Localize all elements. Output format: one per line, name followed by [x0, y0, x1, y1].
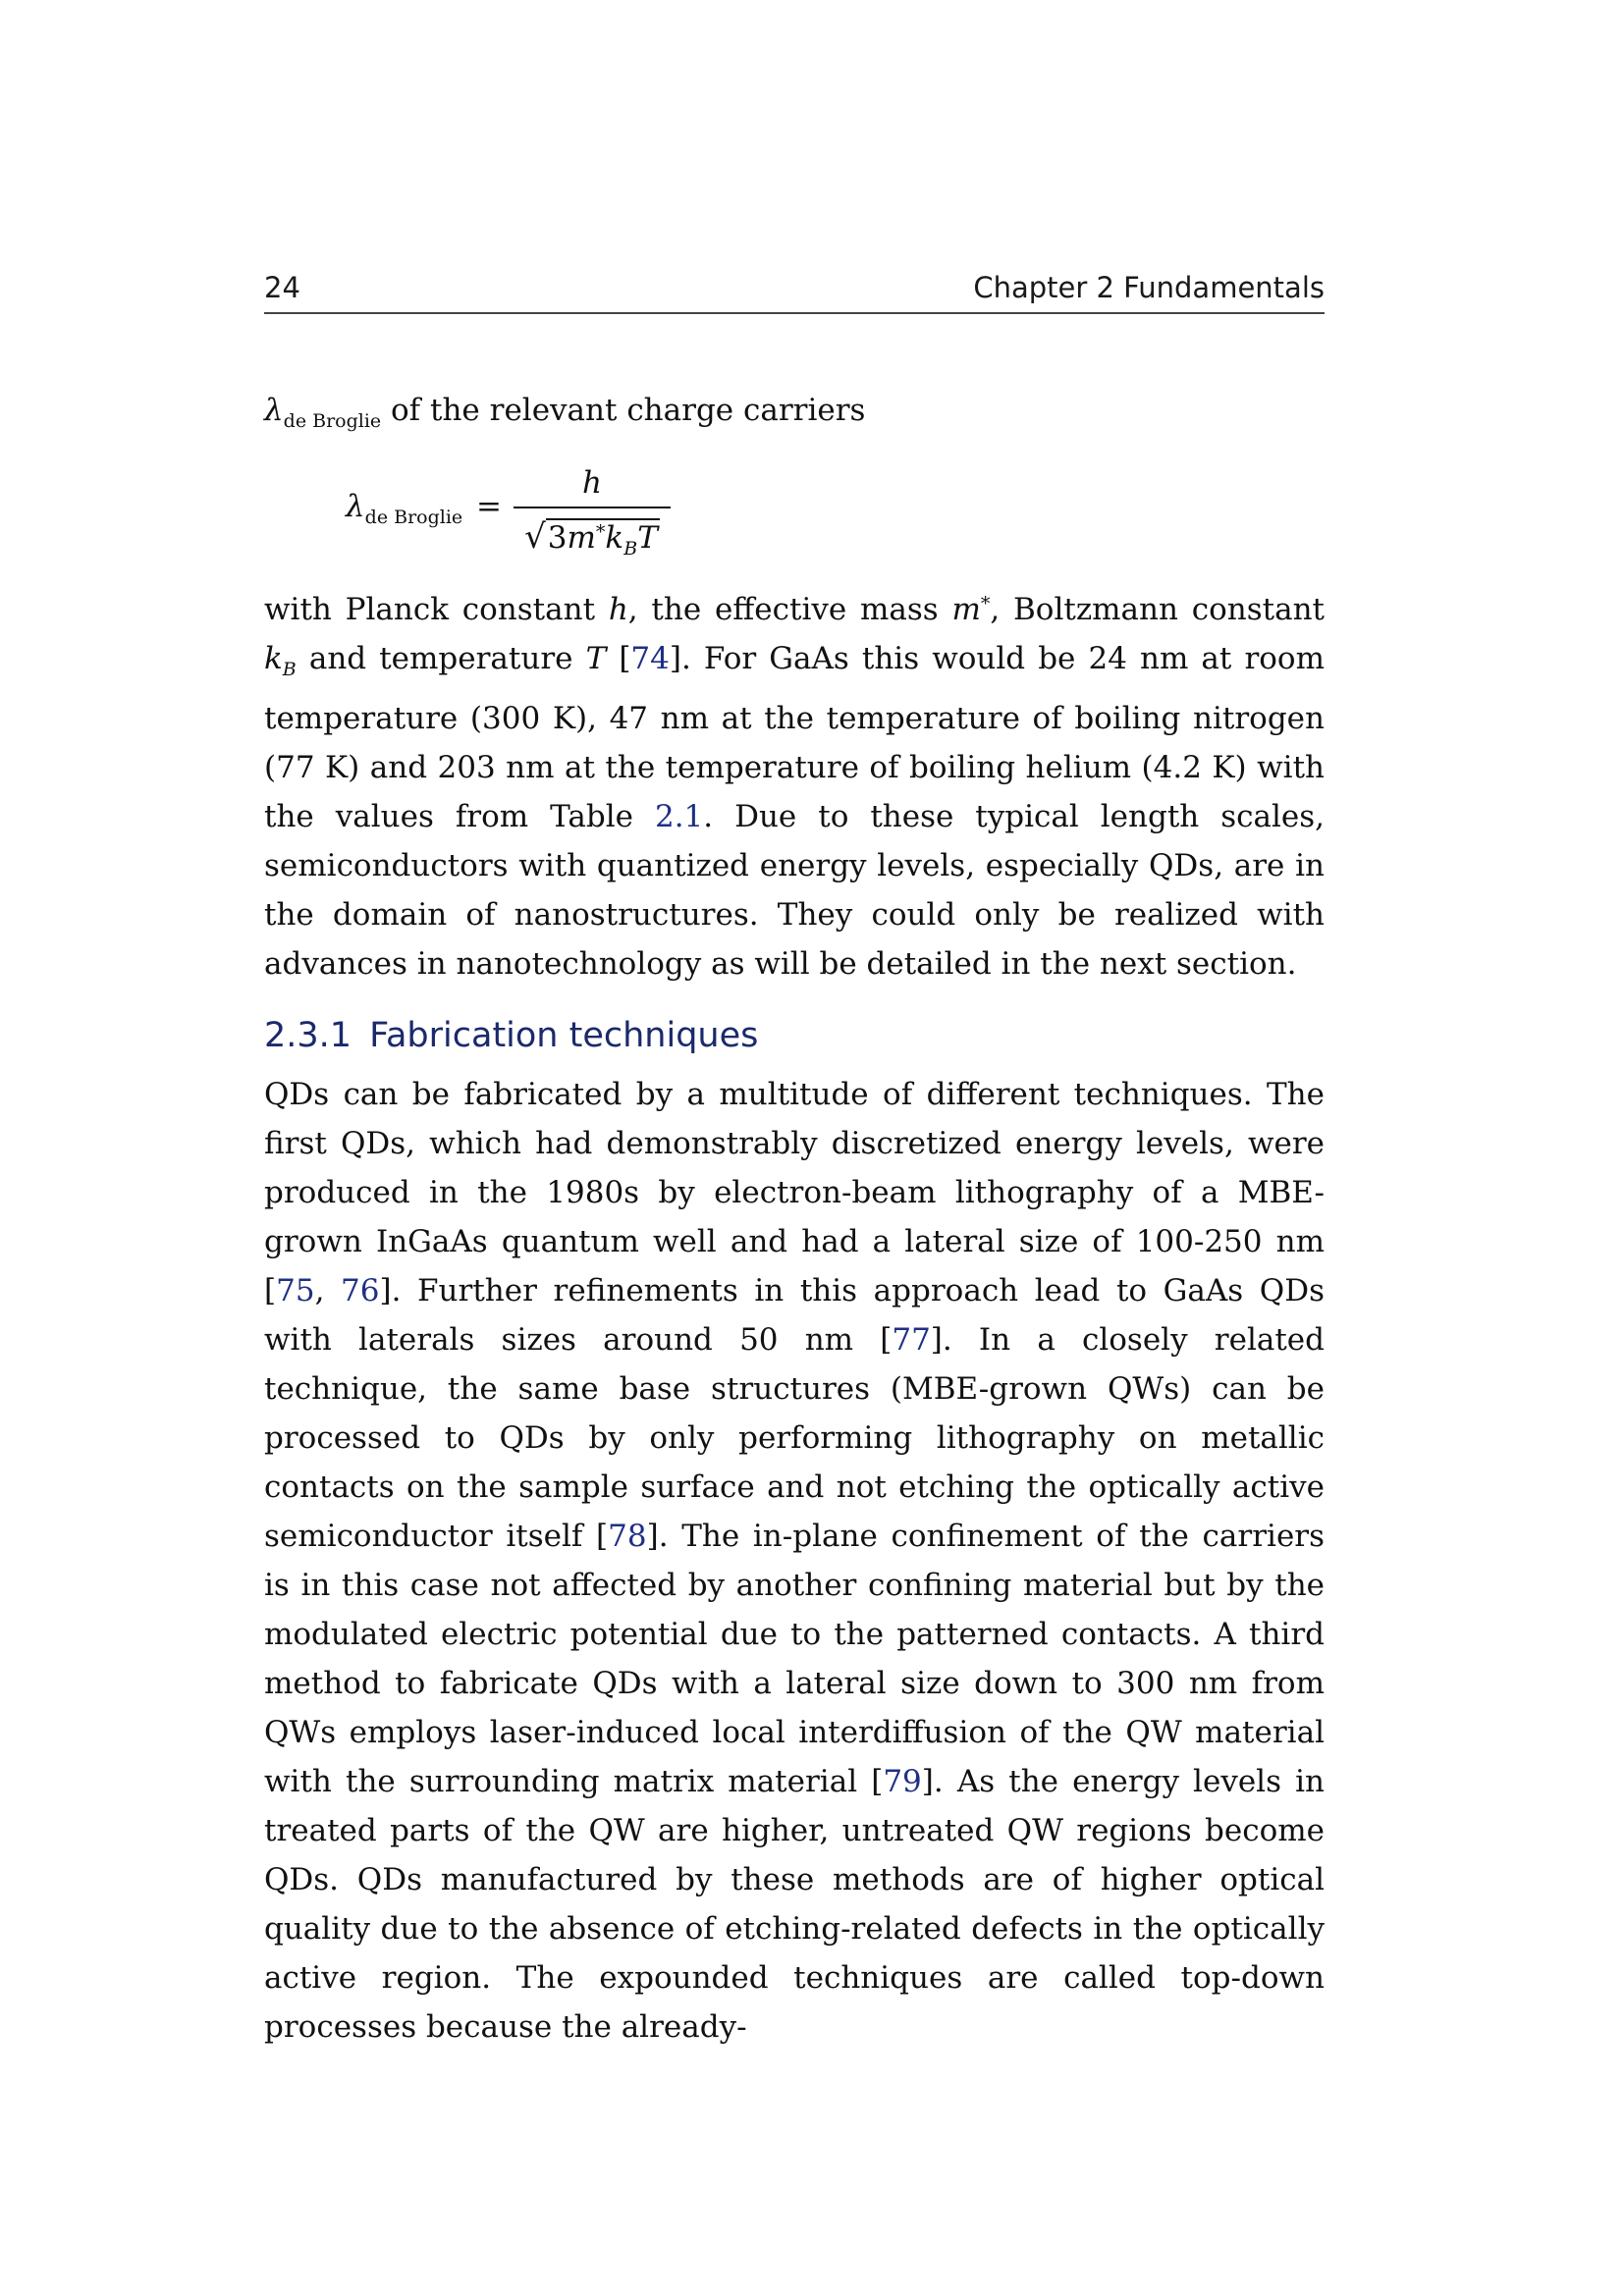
equation-lambda-subscript: de Broglie: [364, 507, 463, 528]
citation-77[interactable]: 77: [892, 1322, 931, 1358]
equation-fraction: [514, 461, 671, 560]
paragraph-1: [264, 579, 1325, 988]
text-run: ]. The in-plane confinement of the carriers is in this case not affected by another confining material but by the modulated electric potential due to the patterned contacts. A third method to fabricate QDs with a lateral size down to 300 nm from QWs employs laser-induced local interdiffusion of the QW material with the surrounding matrix material [: [264, 1519, 1326, 1799]
citation-75[interactable]: 75: [276, 1273, 315, 1308]
symbol-h: h: [608, 592, 628, 627]
citation-79[interactable]: 79: [883, 1764, 922, 1799]
radicand: [546, 518, 660, 560]
text-run: QDs can be fabricated by a multitude of different techniques. The first QDs, which had demonstrably discretized energy levels, were produced in the 1980s by electron-beam lithography of a MBE-grown InGaAs quantum well and had a lateral size of 100-250 nm [: [264, 1077, 1325, 1308]
symbol-star: *: [980, 593, 991, 614]
equation-denominator: [514, 512, 671, 560]
de-broglie-equation: [346, 461, 837, 560]
text-run: ]. Further refinements in this approach lead to GaAs QDs with laterals sizes around 50 nm [: [264, 1273, 1325, 1358]
text-run: , Boltzmann constant: [990, 592, 1326, 627]
paragraph-2: [264, 1070, 1325, 2052]
citation-74[interactable]: 74: [630, 641, 670, 676]
citation-78[interactable]: 78: [608, 1519, 647, 1554]
den-k: k: [605, 520, 624, 556]
text-run: ,: [314, 1273, 342, 1308]
lambda-subscript: de Broglie: [283, 410, 382, 432]
equation-equals: =: [476, 489, 502, 524]
text-run: , the effective mass: [627, 592, 952, 627]
den-star: *: [595, 521, 606, 543]
page-number: 24: [264, 271, 300, 304]
section-number: 2.3.1: [264, 1016, 352, 1055]
section-heading: [264, 1011, 758, 1060]
section-title: Fabrication techniques: [369, 1016, 759, 1055]
den-temperature: T: [637, 520, 658, 556]
symbol-T: T: [585, 641, 607, 676]
den-coefficient: 3: [547, 520, 568, 556]
paragraph-fabrication: [264, 1070, 1325, 2052]
sqrt-sign: √: [524, 517, 546, 557]
running-header: [264, 271, 1325, 314]
symbol-k-subscript: B: [282, 659, 297, 680]
text-run: ]. In a closely related technique, the same base structures (MBE-grown QWs) can be processed to QDs by only performing lithography on metallic contacts on the sample surface and not etching the optically active semiconductor itself [: [264, 1322, 1325, 1554]
paragraph-wavelength: [264, 579, 1325, 988]
text-run: [: [606, 641, 631, 676]
fraction-bar: [514, 507, 671, 508]
symbol-k: k: [264, 641, 283, 676]
text-run: ]. For GaAs this would be 24 nm at room temperature (300 K), 47 nm at the temperature of boiling nitrogen (77 K) and 203 nm at the temperature of boiling helium (4.2 K) with the values from Table: [264, 641, 1325, 834]
citation-76[interactable]: 76: [341, 1273, 380, 1308]
text-run: ]. As the energy levels in treated parts of the QW are higher, untreated QW regions become QDs. QDs manufactured by these methods are of higher optical quality due to the absence of etching-related defects in the optically active region. The expounded techniques are called top-down processes because the already-: [264, 1764, 1325, 2045]
table-reference[interactable]: 2.1: [654, 799, 704, 834]
den-mass: m: [567, 520, 596, 556]
den-k-subscript: B: [623, 538, 638, 560]
lead-line: [264, 386, 1325, 446]
lead-text: of the relevant charge carriers: [381, 393, 866, 428]
text-run: . Due to these typical length scales, semiconductors with quantized energy levels, especially QDs, are in the domain of nanostructures. They could only be realized with advances in nanotechnology as will be detailed in the next section.: [264, 799, 1325, 982]
lambda-symbol: λ: [264, 393, 284, 428]
equation-numerator: h: [582, 465, 602, 501]
equation-lhs: [346, 489, 462, 528]
equation-lambda: λ: [346, 489, 365, 524]
chapter-title: Chapter 2 Fundamentals: [973, 271, 1325, 304]
symbol-m: m: [951, 592, 981, 627]
text-run: with Planck constant: [264, 592, 609, 627]
text-run: and temperature: [296, 641, 586, 676]
